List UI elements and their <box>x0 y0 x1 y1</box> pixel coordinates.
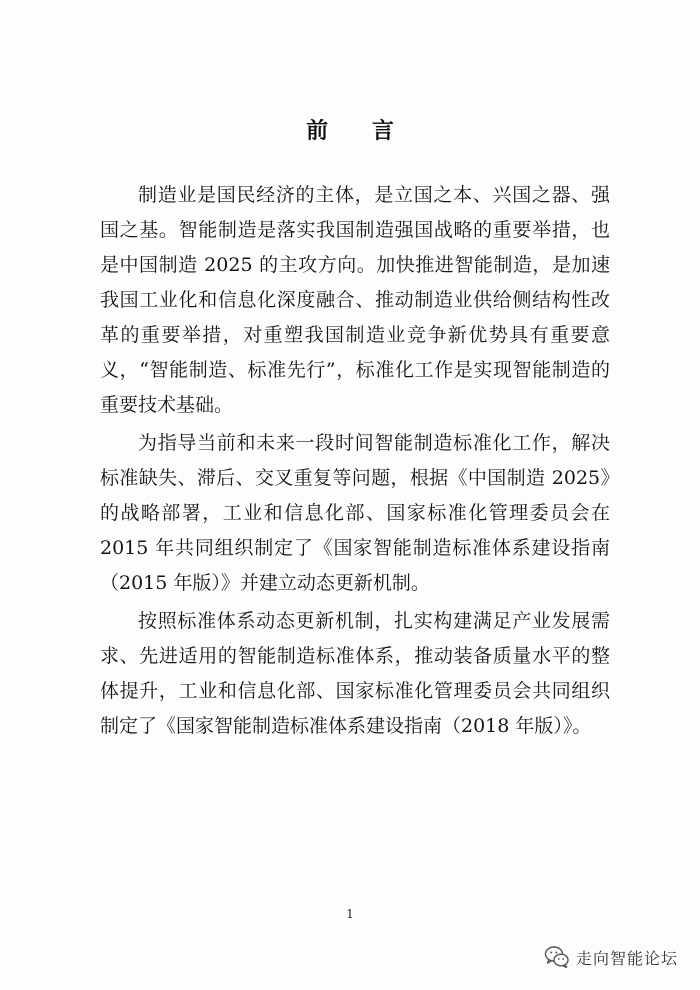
document-body <box>100 178 610 744</box>
paragraph-3: 按照标准体系动态更新机制，扎实构建满足产业发展需求、先进适用的智能制造标准体系，推动装备质量水平的整体提升，工业和信息化部、国家标准化管理委员会共同组织制定了《国家智能制造标准体系建设指南（2018 年版）》。 <box>100 610 610 737</box>
page-title: 前 言 <box>306 119 412 144</box>
wechat-icon <box>544 944 570 970</box>
paragraph-2: 为指导当前和未来一段时间智能制造标准化工作，解决标准缺失、滞后、交叉重复等问题，根据《中国制造 2025》的战略部署，工业和信息化部、国家标准化管理委员会在 2015 年共同组织制定了《国家智能制造标准体系建设指南（2015 年版）》并建立动态更新机制。 <box>100 432 610 594</box>
watermark <box>544 938 678 976</box>
watermark-text: 走向智能论坛 <box>575 948 678 968</box>
page-number: 1 <box>346 907 354 921</box>
paragraph-1: 制造业是国民经济的主体，是立国之本、兴国之器、强国之基。智能制造是落实我国制造强国战略的重要举措，也是中国制造 2025 的主攻方向。加快推进智能制造，是加速我国工业化和信息化深度融合、推动制造业供给侧结构性改革的重要举措，对重塑我国制造业竞争新优势具有重要意义，“智能制造、标准先行”，标准化工作是实现智能制造的重要技术基础。 <box>100 184 610 416</box>
